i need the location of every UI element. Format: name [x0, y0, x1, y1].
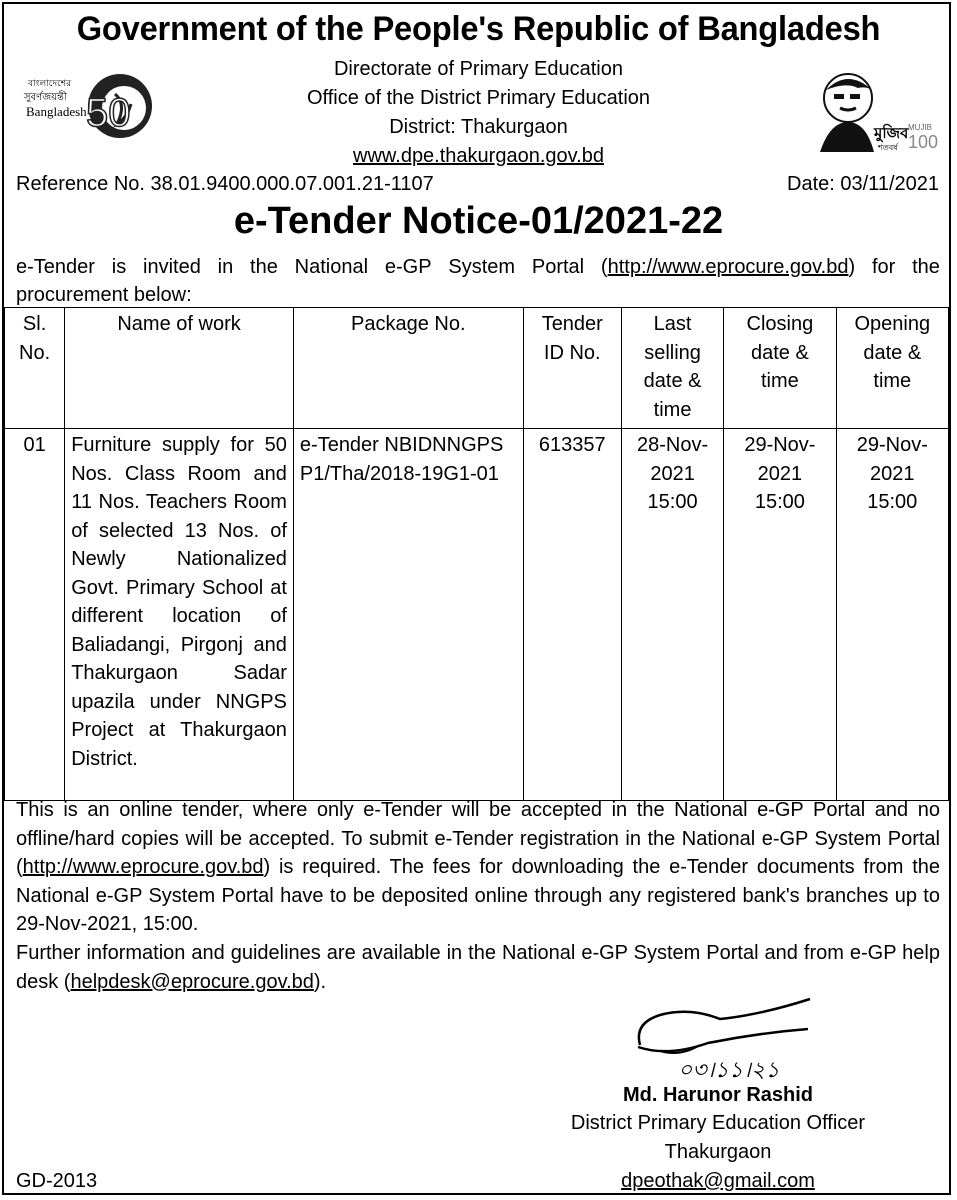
row-sl: 01: [5, 429, 65, 801]
portrait-glasses-left: [834, 94, 844, 99]
row-package: e-Tender NBIDNNGPSP1/Tha/2018-19G1-01: [293, 429, 523, 801]
para1-eprocure-link[interactable]: http://www.eprocure.gov.bd: [22, 856, 264, 878]
office-line: Office of the District Primary Education: [306, 87, 651, 109]
intro-word: e-GP: [384, 256, 432, 278]
mujib-en-text: MUJIB: [908, 123, 932, 132]
intro-word: for: [871, 256, 896, 278]
para1-text-before: This is an online tender, where only e-Tender will be accepted in the National e-GP Portal and no offline/hard copies will be accepted. To submit e-Tender registration in the National e-GP System Portal (: [16, 799, 940, 878]
intro-word: Portal: [531, 256, 585, 278]
signer-email-link[interactable]: dpeothak@gmail.com: [621, 1170, 815, 1192]
reference-number: Reference No. 38.01.9400.000.07.001.21-1107: [16, 173, 434, 195]
notice-date: Date: 03/11/2021: [787, 173, 939, 195]
logo-left-number: 50: [86, 91, 131, 135]
signature-date-scribble: ০৩।১১।২১: [678, 1058, 780, 1083]
signature-stroke-top: [639, 999, 810, 1045]
logo-left-en-text: Bangladesh: [26, 104, 87, 119]
header-work: Name of work: [65, 308, 294, 429]
para2-text-after: ).: [313, 970, 327, 993]
header-package: Package No.: [293, 308, 523, 429]
portrait-body: [820, 122, 874, 152]
intro-link-wrap: (http://www.eprocure.gov.bd): [600, 256, 856, 278]
online-tender-paragraph: [16, 796, 940, 939]
footer-code: GD-2013: [16, 1170, 98, 1192]
signature-stroke-mid: [638, 1029, 808, 1051]
shatabarsho-text: শতবর্ষ: [878, 143, 898, 152]
para1-text-after: ) is required. The fees for downloading the e-Tender documents from the National e-GP System Portal have to be deposited online through any registered bank's branches up to 29-Nov-2021, 15:00.: [16, 856, 940, 935]
logo-left-bn-text: বাংলাদেশের: [28, 79, 72, 89]
intro-paragraph: [16, 253, 940, 309]
further-info-paragraph: [16, 939, 940, 996]
header-closing: Closing date & time: [724, 308, 836, 429]
mujib-100-logo-icon: [812, 70, 939, 156]
government-title: Government of the People's Republic of Bangladesh: [76, 10, 881, 48]
logo-left-bn-text2: সুবর্ণজয়ন্তী: [24, 92, 67, 103]
row-tender-id: 613357: [523, 429, 621, 801]
eprocure-link[interactable]: http://www.eprocure.gov.bd: [607, 256, 849, 278]
header-opening: Opening date & time: [836, 308, 948, 429]
tender-table: [4, 307, 949, 801]
table-row: [5, 429, 949, 801]
website-link[interactable]: www.dpe.thakurgaon.gov.bd: [353, 145, 604, 167]
intro-line1: [16, 253, 940, 281]
header-sl: Sl. No.: [5, 308, 65, 429]
intro-word: National: [294, 256, 369, 278]
row-last-selling: 28-Nov-2021 15:00: [621, 429, 723, 801]
intro-word: the: [912, 256, 940, 278]
header-last-selling: Last selling date & time: [621, 308, 723, 429]
mujib-bn-text: মুজিব: [874, 124, 909, 142]
table-header-row: [5, 308, 949, 429]
signer-name: Md. Harunor Rashid: [622, 1084, 813, 1106]
signer-city: Thakurgaon: [664, 1141, 772, 1163]
header-tender-id: Tender ID No.: [523, 308, 621, 429]
golden-jubilee-logo-icon: [20, 64, 150, 150]
notice-title: e-Tender Notice-01/2021-22: [233, 200, 724, 242]
intro-word: in: [217, 256, 234, 278]
intro-word: invited: [143, 256, 201, 278]
district-line: District: Thakurgaon: [389, 116, 568, 138]
intro-line2: procurement below:: [16, 284, 192, 306]
row-work: Furniture supply for 50 Nos. Class Room and 11 Nos. Teachers Room of selected 13 Nos. of Newly Nationalized Govt. Primary School at different location of Baliadangi, Pirgonj and Thakurgaon Sadar upazila under NNGPS Project at Thakurgaon District.: [65, 429, 294, 801]
row-closing: 29-Nov-2021 15:00: [724, 429, 836, 801]
mujib-number: 100: [908, 132, 939, 152]
para2-text-before: Further information and guidelines are available in the National e-GP System Portal and from e-GP help desk (: [16, 942, 940, 993]
intro-word: is: [111, 256, 127, 278]
helpdesk-email-link[interactable]: helpdesk@eprocure.gov.bd: [70, 970, 314, 993]
intro-word: the: [250, 256, 278, 278]
intro-word: e-Tender: [16, 256, 95, 278]
row-opening: 29-Nov-2021 15:00: [836, 429, 948, 801]
portrait-glasses-right: [850, 94, 860, 99]
intro-word: System: [448, 256, 516, 278]
signature-icon: [620, 995, 820, 1085]
signer-designation: District Primary Education Officer: [570, 1112, 866, 1134]
directorate-line: Directorate of Primary Education: [333, 58, 623, 80]
